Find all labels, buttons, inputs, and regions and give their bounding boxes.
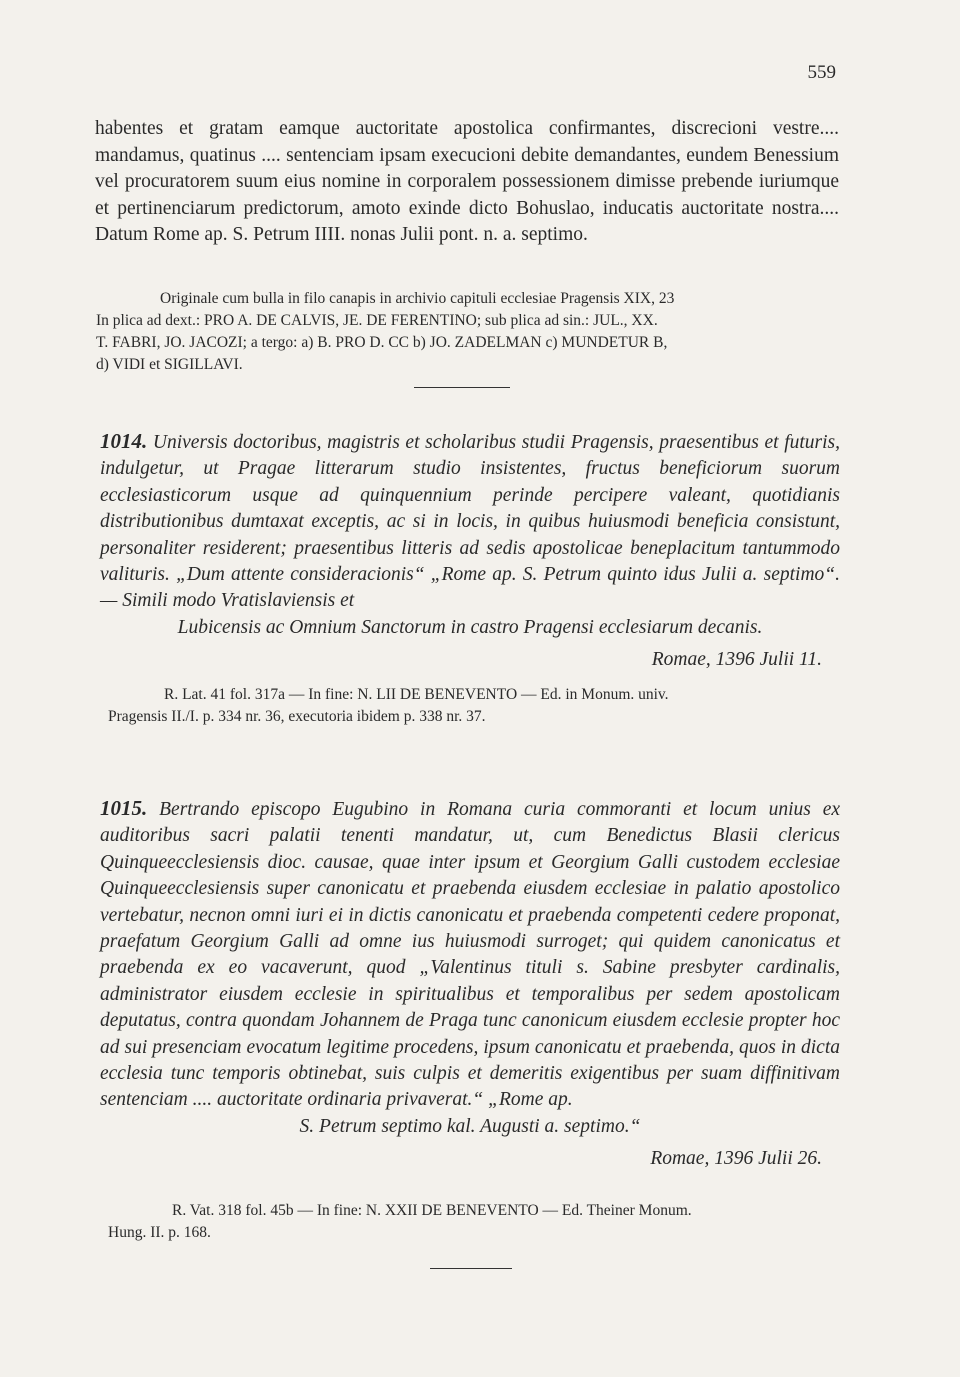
entry-date: Romae, 1396 Julii 11.	[651, 649, 822, 671]
entry-number: 1015.	[100, 796, 148, 820]
archival-note-line: Originale cum bulla in filo canapis in archivio capituli ecclesiae Pragensis XIX, 23	[160, 290, 675, 307]
archival-note-line: T. FABRI, JO. JACOZI; a tergo: a) B. PRO D. CC b) JO. ZADELMAN c) MUNDETUR B,	[96, 334, 668, 351]
archival-note	[96, 288, 840, 376]
reference-line: R. Lat. 41 fol. 317a — In fine: N. LII DE BENEVENTO — Ed. in Monum. univ.	[164, 686, 669, 703]
entry-1014-reference	[108, 684, 840, 728]
entry-number: 1014.	[100, 429, 148, 453]
reference-line: Hung. II. p. 168.	[108, 1224, 211, 1241]
intro-paragraph: habentes et gratam eamque auctoritate apostolica confirmantes, discrecioni vestre.... mandamus, quatinus .... sentenciam ipsam execucioni debite demandantes, eundem Benessium vel procuratorem suum eius nomine in corporalem possessionem dimisse prebende iuriumque et pertinenciarum predictorum, amoto exinde dicto Bohuslao, inducatis auctoritate nostra.... Datum Rome ap. S. Petrum IIII. nonas Julii pont. n. a. septimo.	[95, 118, 839, 245]
reference-line: R. Vat. 318 fol. 45b — In fine: N. XXII DE BENEVENTO — Ed. Theiner Monum.	[172, 1202, 692, 1219]
entry-date: Romae, 1396 Julii 26.	[650, 1148, 822, 1170]
section-divider	[414, 387, 510, 388]
page-number: 559	[807, 62, 836, 83]
entry-text-last-line: S. Petrum septimo kal. Augusti a. septimo.“	[299, 1115, 641, 1137]
entry-1015	[100, 795, 840, 1173]
entry-1015-reference	[108, 1200, 840, 1244]
archival-note-line: d) VIDI et SIGILLAVI.	[96, 356, 243, 373]
archival-note-line: In plica ad dext.: PRO A. DE CALVIS, JE. DE FERENTINO; sub plica ad sin.: JUL., XX.	[96, 312, 658, 329]
entry-text: Universis doctoribus, magistris et scholaribus studii Pragensis, praesentibus et futuris, indulgetur, ut Pragae litterarum studio insistentes, fructus beneficiorum suorum ecclesiasticorum usque ad quinquennium perinde percipere valeant, quotidianis distributionibus dumtaxat exceptis, ac si in locis, in quibus huiusmodi beneficia consistunt, personaliter residerent; praesentibus litteris ad sedis apostolicae beneplacitum tantummodo valituris. „Dum attente consideracionis“ „Rome ap. S. Petrum quinto idus Julii a. septimo“. — Simili modo Vratislaviensis et	[100, 432, 841, 612]
entry-text-last-line: Lubicensis ac Omnium Sanctorum in castro Pragensi ecclesiarum decanis.	[177, 616, 763, 638]
section-divider	[430, 1268, 512, 1269]
entry-1014	[100, 428, 840, 674]
reference-line: Pragensis II./I. p. 334 nr. 36, executoria ibidem p. 338 nr. 37.	[108, 708, 486, 725]
entry-text: Bertrando episcopo Eugubino in Romana curia commoranti et locum unius ex auditoribus sacri palatii tenenti mandatur, ut, cum Benedictus Blasii clericus Quinqueecclesiensis dioc. causae, quae inter ipsum et Georgium Galli custodem ecclesiae Quinqueecclesiensis super canonicatu et praebenda eiusdem ecclesiae in palatio apostolico vertebatur, necnon omni iuri ei in dictis canonicatu et praebenda competenti cedere proponat, praefatum Georgium Galli ad omne ius huiusmodi surroget; qui quidem canonicatus et praebenda ex eo vacaverunt, quod „Valentinus tituli s. Sabine presbyter cardinalis, administrator eiusdem ecclesie in spiritualibus et temporalibus per sedem apostolicam deputatus, contra quondam Johannem de Praga tunc canonicum eiusdem ecclesie propter hoc ad sui presenciam evocatum legitime procedens, ipsum canonicatu et praebenda, quos in dicta ecclesia tunc temporis obtinebat, suis culpis et demeritis exigentibus per suam diffinitivam sentenciam .... auctoritate ordinaria privaverat.“ „Rome ap.	[100, 799, 840, 1111]
